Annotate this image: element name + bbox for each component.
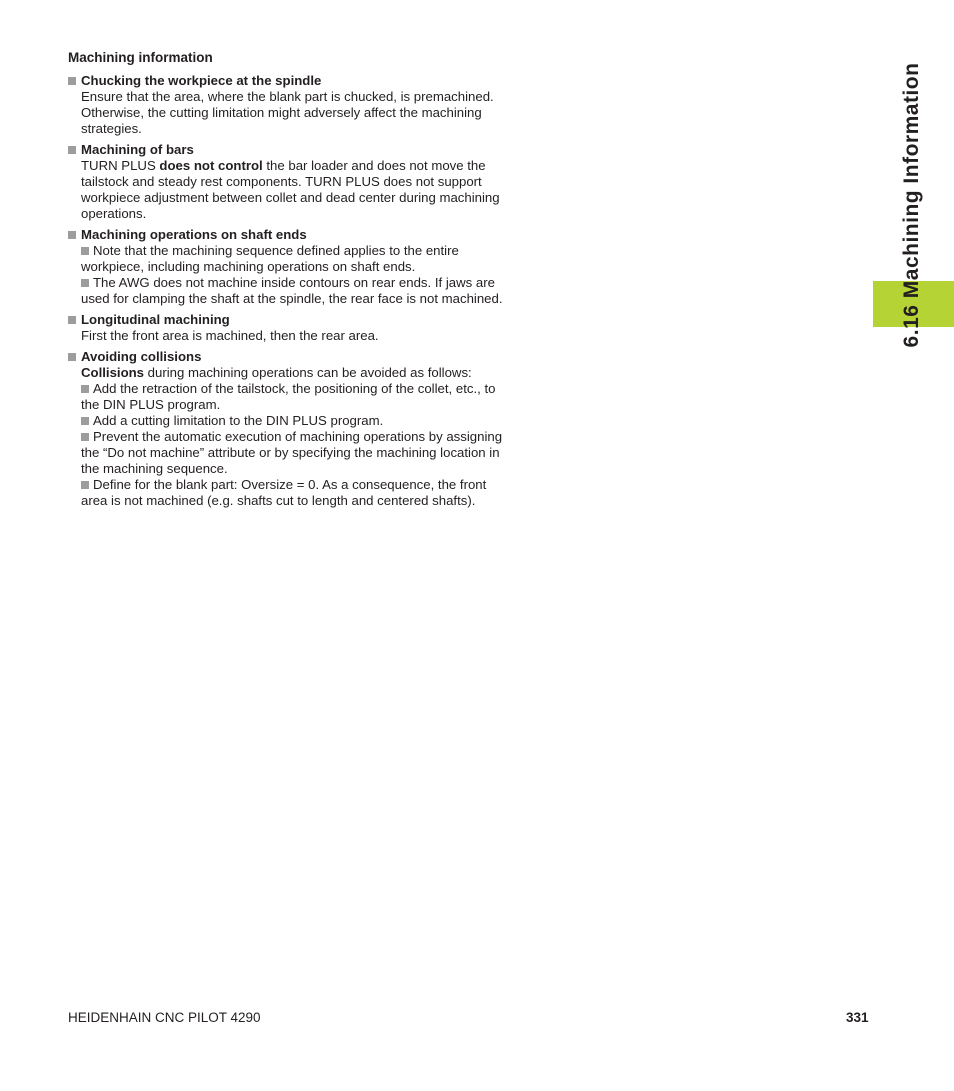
item-chucking	[68, 73, 508, 137]
item-text: First the front area is machined, then the rear area.	[81, 328, 379, 343]
bullet-square-icon	[68, 316, 76, 324]
bullet-square-icon	[68, 353, 76, 361]
bullet-square-icon	[68, 146, 76, 154]
item-heading: Machining of bars	[81, 142, 194, 157]
footer-manual-title: HEIDENHAIN CNC PILOT 4290	[68, 1010, 261, 1025]
sub-bullet: Define for the blank part: Oversize = 0. As a consequence, the front area is not machined (e.g. shafts cut to length and centered shafts).	[81, 477, 487, 508]
sub-bullet: Prevent the automatic execution of machining operations by assigning the “Do not machine” attribute or by specifying the machining location in the machining sequence.	[81, 429, 503, 476]
item-heading: Avoiding collisions	[81, 349, 202, 364]
item-bars	[68, 142, 508, 222]
item-collisions	[68, 349, 508, 509]
main-content	[68, 50, 508, 514]
bullet-square-icon	[68, 77, 76, 85]
bullet-square-icon	[81, 247, 89, 255]
sub-bullet: Add a cutting limitation to the DIN PLUS program.	[81, 413, 508, 429]
sub-bullet: Add the retraction of the tailstock, the positioning of the collet, etc., to the DIN PLUS program.	[81, 381, 496, 412]
item-heading: Chucking the workpiece at the spindle	[81, 73, 322, 88]
sub-bullet: Note that the machining sequence defined applies to the entire workpiece, including machining operations on shaft ends.	[81, 243, 459, 274]
item-text: Collisions during machining operations can be avoided as follows:	[81, 365, 472, 380]
section-title: Machining information	[68, 50, 213, 65]
item-text: TURN PLUS does not control the bar loader and does not move the tailstock and steady rest components. TURN PLUS does not support workpiece adjustment between collet and dead center during machining operations.	[81, 158, 500, 221]
item-shaft-ends	[68, 227, 508, 307]
page-number: 331	[846, 1010, 869, 1025]
bullet-square-icon	[81, 279, 89, 287]
sub-bullet: The AWG does not machine inside contours on rear ends. If jaws are used for clamping the shaft at the spindle, the rear face is not machined.	[81, 275, 503, 306]
item-heading: Machining operations on shaft ends	[81, 227, 307, 242]
bullet-square-icon	[81, 385, 89, 393]
chapter-title: 6.16 Machining Information	[900, 62, 923, 348]
item-text: Ensure that the area, where the blank part is chucked, is premachined. Otherwise, the cutting limitation might adversely affect the machining strategies.	[81, 89, 494, 136]
item-longitudinal	[68, 312, 508, 344]
bullet-square-icon	[81, 433, 89, 441]
item-heading: Longitudinal machining	[81, 312, 230, 327]
bullet-square-icon	[81, 481, 89, 489]
bullet-square-icon	[81, 417, 89, 425]
bullet-square-icon	[68, 231, 76, 239]
